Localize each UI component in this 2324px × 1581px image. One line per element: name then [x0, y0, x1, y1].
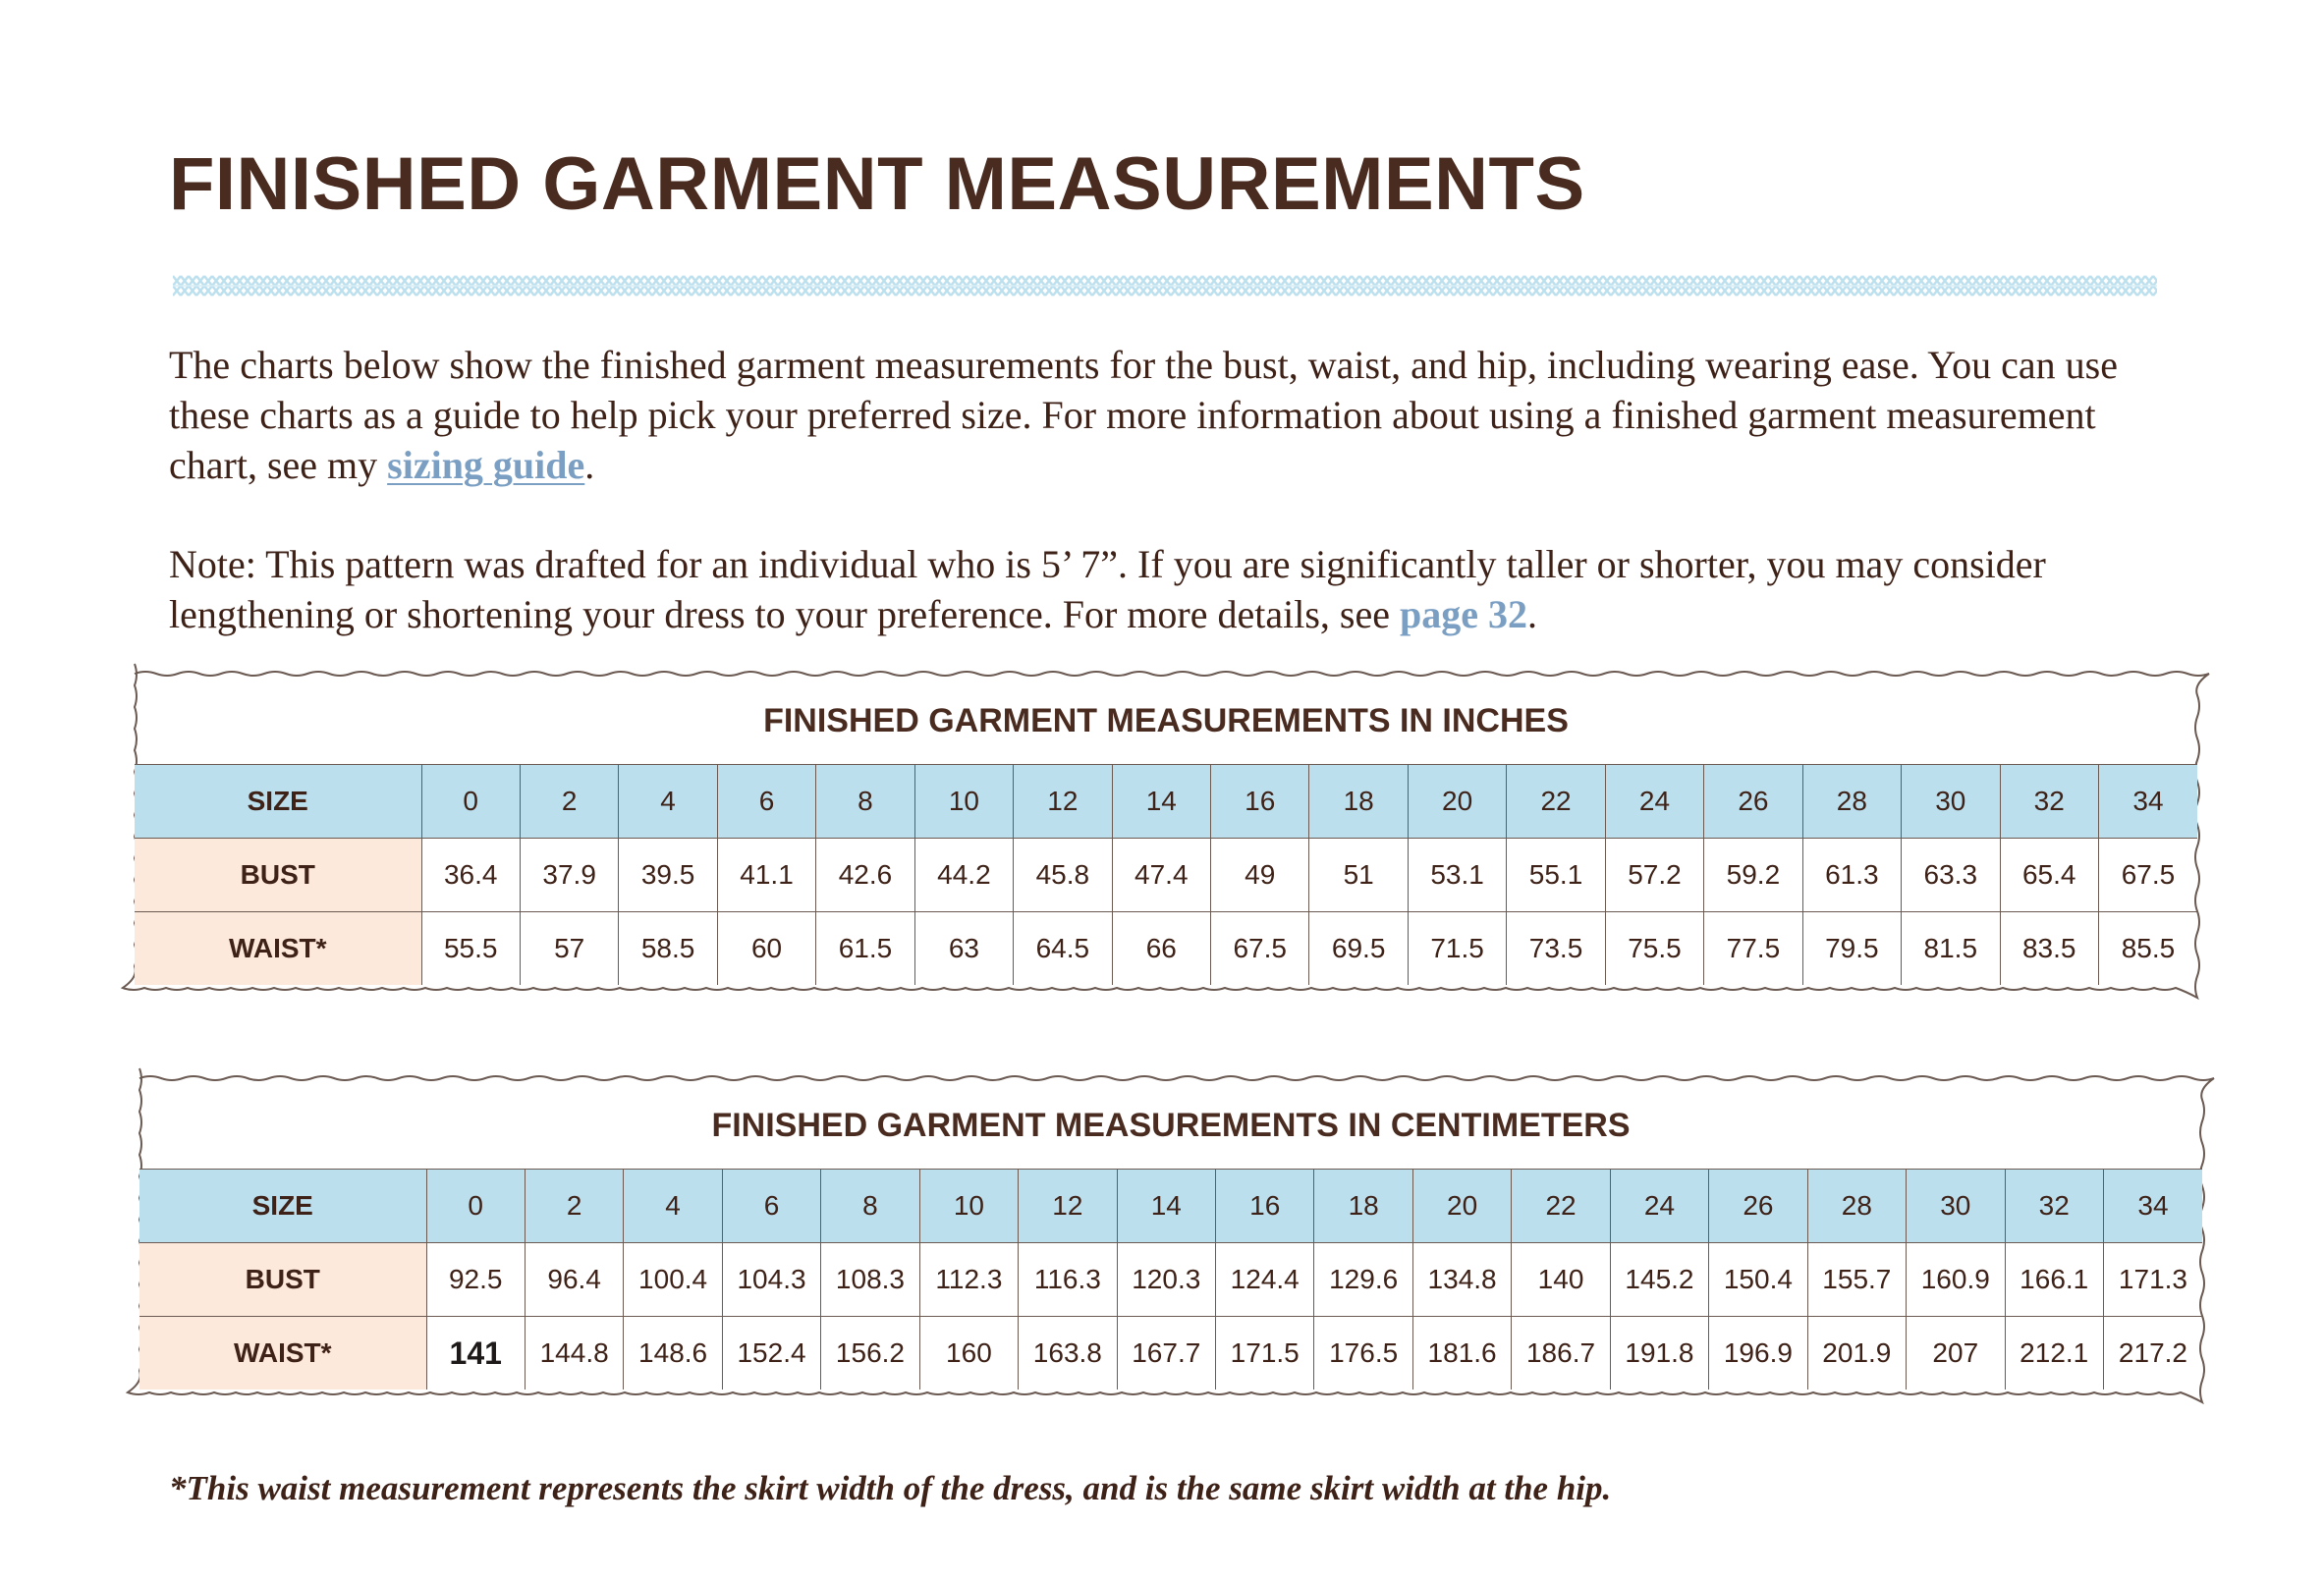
size-header-cell: 24: [1610, 1170, 1708, 1243]
table-cell: 60: [717, 912, 815, 986]
table-cell: 83.5: [2000, 912, 2098, 986]
table-cell: 207: [1907, 1317, 2005, 1390]
table-cell: 77.5: [1704, 912, 1802, 986]
footnote: *This waist measurement represents the skirt width of the dress, and is the same skirt width at the hip.: [169, 1469, 1612, 1507]
table-cell: 201.9: [1807, 1317, 1906, 1390]
table-cell: 65.4: [2000, 839, 2098, 912]
table-cell: 150.4: [1709, 1243, 1807, 1317]
table-cell: 148.6: [624, 1317, 722, 1390]
table-cell: 176.5: [1314, 1317, 1412, 1390]
sizing-guide-link[interactable]: sizing guide: [387, 443, 585, 487]
size-header-cell: 30: [1907, 1170, 2005, 1243]
size-header-cell: 30: [1902, 765, 2000, 839]
size-header-cell: 6: [717, 765, 815, 839]
table-cell: 61.5: [816, 912, 914, 986]
table-cell: 140: [1512, 1243, 1610, 1317]
size-header-cell: 6: [722, 1170, 820, 1243]
size-header-cell: 16: [1216, 1170, 1314, 1243]
table-cell: 129.6: [1314, 1243, 1412, 1317]
table-cell: 67.5: [1211, 912, 1309, 986]
size-header-cell: 26: [1709, 1170, 1807, 1243]
size-header-cell: 20: [1408, 765, 1506, 839]
table-cell: 134.8: [1412, 1243, 1511, 1317]
size-header-label: SIZE: [135, 765, 421, 839]
table-cell: 163.8: [1019, 1317, 1117, 1390]
table-cell: 100.4: [624, 1243, 722, 1317]
inches-table-block: [135, 674, 2197, 988]
size-header-label: SIZE: [139, 1170, 426, 1243]
row-label: BUST: [139, 1243, 426, 1317]
size-header-cell: 28: [1802, 765, 1901, 839]
note-paragraph: [169, 539, 2192, 639]
size-header-cell: 16: [1211, 765, 1309, 839]
table-cell: 63.3: [1902, 839, 2000, 912]
table-row: [139, 1317, 2202, 1390]
size-header-cell: 34: [2098, 765, 2197, 839]
table-cell: 61.3: [1802, 839, 1901, 912]
table-cell: 191.8: [1610, 1317, 1708, 1390]
table-cell: 37.9: [520, 839, 618, 912]
table-cell: 58.5: [619, 912, 717, 986]
note-text: Note: This pattern was drafted for an individual who is 5’ 7”. If you are significantly taller or shorter, you may consider lengthening or shortening your dress to your preference. For more details, see: [169, 542, 2046, 636]
size-header-cell: 2: [525, 1170, 623, 1243]
size-header-cell: 24: [1605, 765, 1703, 839]
size-header-cell: 8: [816, 765, 914, 839]
size-header-cell: 10: [914, 765, 1013, 839]
table-cell: 181.6: [1412, 1317, 1511, 1390]
table-cell: 47.4: [1112, 839, 1210, 912]
row-label: WAIST*: [139, 1317, 426, 1390]
table-cell: 75.5: [1605, 912, 1703, 986]
size-header-cell: 26: [1704, 765, 1802, 839]
intro-text-end: .: [584, 443, 595, 487]
table-cell: 112.3: [919, 1243, 1018, 1317]
table-cell: 59.2: [1704, 839, 1802, 912]
table-cell: 160.9: [1907, 1243, 2005, 1317]
table-cell: 217.2: [2103, 1317, 2202, 1390]
table-cell: 160: [919, 1317, 1018, 1390]
centimeters-table-block: [139, 1078, 2202, 1392]
measurements-table-centimeters: [139, 1169, 2202, 1390]
size-header-cell: 28: [1807, 1170, 1906, 1243]
table-cell: 55.5: [421, 912, 520, 986]
table-cell: 42.6: [816, 839, 914, 912]
table-cell: 171.5: [1216, 1317, 1314, 1390]
table-cell: 116.3: [1019, 1243, 1117, 1317]
table-cell: 67.5: [2098, 839, 2197, 912]
size-header-cell: 18: [1309, 765, 1408, 839]
table-cell: 44.2: [914, 839, 1013, 912]
size-header-cell: 22: [1507, 765, 1605, 839]
table-cell: 186.7: [1512, 1317, 1610, 1390]
table-cell: 64.5: [1014, 912, 1112, 986]
table-cell: 145.2: [1610, 1243, 1708, 1317]
table-cell: 85.5: [2098, 912, 2197, 986]
size-header-row: [139, 1170, 2202, 1243]
table-cell: 156.2: [821, 1317, 919, 1390]
size-header-row: [135, 765, 2197, 839]
table-cell: 120.3: [1117, 1243, 1215, 1317]
table-cell: 57: [520, 912, 618, 986]
table-cell: 144.8: [525, 1317, 623, 1390]
table-cell: 45.8: [1014, 839, 1112, 912]
table-row: [135, 912, 2197, 986]
size-header-cell: 8: [821, 1170, 919, 1243]
table-cell: 49: [1211, 839, 1309, 912]
size-header-cell: 22: [1512, 1170, 1610, 1243]
table-row: [139, 1243, 2202, 1317]
size-header-cell: 10: [919, 1170, 1018, 1243]
table-title: FINISHED GARMENT MEASUREMENTS IN CENTIMETERS: [711, 1107, 1631, 1144]
size-header-cell: 20: [1412, 1170, 1511, 1243]
row-label: WAIST*: [135, 912, 421, 986]
size-header-cell: 14: [1112, 765, 1210, 839]
measurements-table-inches: [135, 764, 2197, 985]
table-cell: 196.9: [1709, 1317, 1807, 1390]
table-title: FINISHED GARMENT MEASUREMENTS IN INCHES: [763, 702, 1569, 739]
size-header-cell: 2: [520, 765, 618, 839]
size-header-cell: 4: [619, 765, 717, 839]
intro-paragraph: [169, 340, 2173, 490]
table-cell: 167.7: [1117, 1317, 1215, 1390]
table-cell: 104.3: [722, 1243, 820, 1317]
table-cell: 108.3: [821, 1243, 919, 1317]
size-header-cell: 12: [1014, 765, 1112, 839]
size-header-cell: 0: [426, 1170, 525, 1243]
decorative-divider: [173, 267, 2157, 304]
table-cell: 166.1: [2005, 1243, 2103, 1317]
table-cell: 66: [1112, 912, 1210, 986]
table-cell: 57.2: [1605, 839, 1703, 912]
row-label: BUST: [135, 839, 421, 912]
size-header-cell: 32: [2000, 765, 2098, 839]
table-cell: 55.1: [1507, 839, 1605, 912]
table-cell: 36.4: [421, 839, 520, 912]
size-header-cell: 32: [2005, 1170, 2103, 1243]
table-cell: 152.4: [722, 1317, 820, 1390]
note-text-end: .: [1526, 592, 1537, 636]
table-cell: 171.3: [2103, 1243, 2202, 1317]
table-cell: 39.5: [619, 839, 717, 912]
table-cell: 73.5: [1507, 912, 1605, 986]
table-cell: 155.7: [1807, 1243, 1906, 1317]
table-cell: 63: [914, 912, 1013, 986]
table-cell: 124.4: [1216, 1243, 1314, 1317]
table-cell: 92.5: [426, 1243, 525, 1317]
table-cell: 69.5: [1309, 912, 1408, 986]
size-header-cell: 4: [624, 1170, 722, 1243]
size-header-cell: 12: [1019, 1170, 1117, 1243]
table-cell: 41.1: [717, 839, 815, 912]
size-header-cell: 34: [2103, 1170, 2202, 1243]
table-cell: 141: [426, 1317, 525, 1390]
table-row: [135, 839, 2197, 912]
page-title: FINISHED GARMENT MEASUREMENTS: [169, 142, 1585, 226]
page-32-link[interactable]: page 32: [1399, 592, 1527, 636]
size-header-cell: 18: [1314, 1170, 1412, 1243]
table-cell: 51: [1309, 839, 1408, 912]
table-cell: 96.4: [525, 1243, 623, 1317]
table-cell: 79.5: [1802, 912, 1901, 986]
table-cell: 81.5: [1902, 912, 2000, 986]
size-header-cell: 0: [421, 765, 520, 839]
size-header-cell: 14: [1117, 1170, 1215, 1243]
table-cell: 212.1: [2005, 1317, 2103, 1390]
table-cell: 53.1: [1408, 839, 1506, 912]
intro-text: The charts below show the finished garment measurements for the bust, waist, and hip, including wearing ease. You can use these charts as a guide to help pick your preferred size. For more information about using a finished garment measurement chart, see my: [169, 343, 2118, 487]
table-cell: 71.5: [1408, 912, 1506, 986]
